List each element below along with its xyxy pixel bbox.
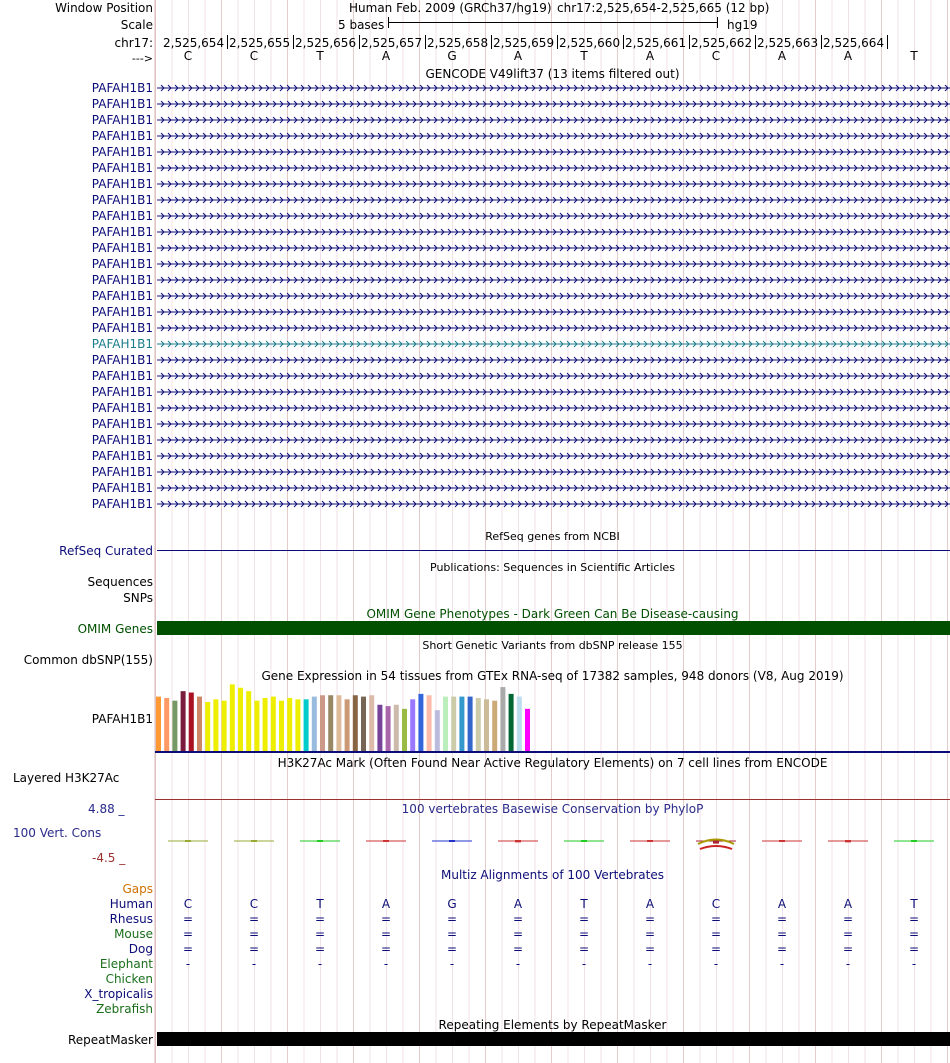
multiz-species-label[interactable]: Chicken [105, 972, 153, 986]
gencode-transcript-label[interactable]: PAFAH1B1 [91, 449, 153, 463]
omim-feature-bar[interactable] [157, 621, 950, 635]
ruler-tick [425, 35, 426, 49]
gencode-transcript-line[interactable] [157, 467, 950, 477]
h3k27ac-track-label[interactable]: Layered H3K27Ac [13, 771, 120, 785]
gencode-transcript-line[interactable] [157, 387, 950, 397]
gencode-transcript-label[interactable]: PAFAH1B1 [91, 209, 153, 223]
gencode-transcript-line[interactable] [157, 419, 950, 429]
gtex-tissue-bar [353, 695, 358, 751]
multiz-base: = [314, 927, 326, 941]
gencode-transcript-label[interactable]: PAFAH1B1 [91, 129, 153, 143]
multiz-base: = [578, 927, 590, 941]
gencode-transcript-label[interactable]: PAFAH1B1 [91, 337, 153, 351]
publications-snps-label[interactable]: SNPs [123, 591, 153, 605]
gtex-tissue-bar [459, 697, 464, 751]
multiz-base: = [644, 927, 656, 941]
multiz-base: - [779, 957, 785, 971]
scale-label: Scale [120, 18, 153, 32]
multiz-base: = [710, 942, 722, 956]
gencode-transcript-label[interactable]: PAFAH1B1 [91, 417, 153, 431]
gtex-tissue-bar [361, 697, 366, 751]
multiz-base: A [645, 897, 655, 911]
base-letter: A [645, 49, 655, 63]
gtex-tissue-bar [418, 694, 423, 751]
gencode-transcript-line[interactable] [157, 371, 950, 381]
gtex-tissue-bar [271, 697, 276, 751]
phylop-value-mark [300, 840, 340, 842]
gencode-transcript-label[interactable]: PAFAH1B1 [91, 257, 153, 271]
gtex-tissue-bar [238, 688, 243, 751]
multiz-base: = [776, 912, 788, 926]
scale-bar [388, 17, 718, 28]
db-text: hg19 [727, 18, 758, 32]
ruler-coordinate: 2,525,659 [493, 36, 555, 50]
base-letter: T [316, 49, 324, 63]
assembly-text: Human Feb. 2009 (GRCh37/hg19) [349, 1, 552, 15]
omim-track-title[interactable]: OMIM Gene Phenotypes - Dark Green Can Be Disease-causing [366, 607, 739, 621]
omim-track-label[interactable]: OMIM Genes [77, 622, 153, 636]
gtex-tissue-bar [451, 697, 456, 751]
gencode-transcript-label[interactable]: PAFAH1B1 [91, 81, 153, 95]
gencode-transcript-line[interactable] [157, 483, 950, 493]
multiz-base: A [381, 897, 391, 911]
window-position-label: Window Position [55, 1, 153, 15]
gencode-transcript-label[interactable]: PAFAH1B1 [91, 97, 153, 111]
repeatmasker-track-label[interactable]: RepeatMasker [67, 1033, 153, 1047]
h3k27ac-track-title[interactable]: H3K27Ac Mark (Often Found Near Active Regulatory Elements) on 7 cell lines from ENCODE [277, 756, 828, 770]
multiz-base: - [515, 957, 521, 971]
gtex-tissue-bar [369, 695, 374, 751]
gencode-transcript-label[interactable]: PAFAH1B1 [91, 385, 153, 399]
multiz-base: T [910, 897, 918, 911]
gencode-transcript-line[interactable] [157, 307, 950, 317]
multiz-base: = [908, 912, 920, 926]
gencode-transcript-label[interactable]: PAFAH1B1 [91, 433, 153, 447]
multiz-base: = [842, 927, 854, 941]
gencode-transcript-label[interactable]: PAFAH1B1 [91, 289, 153, 303]
ruler-tick [689, 35, 690, 49]
gencode-transcript-line[interactable] [157, 499, 950, 509]
gencode-transcript-line[interactable] [157, 259, 950, 269]
ruler-coordinate: 2,525,656 [295, 36, 357, 50]
gencode-transcript-line[interactable] [157, 211, 950, 221]
multiz-species-label[interactable]: X_tropicalis [84, 987, 153, 1001]
base-letter: G [447, 49, 457, 63]
multiz-base: - [647, 957, 653, 971]
multiz-base: = [446, 942, 458, 956]
ruler-tick [623, 35, 624, 49]
gtex-tissue-bar [189, 693, 194, 751]
gtex-tissue-bar [205, 702, 210, 751]
phylop-value-mark [498, 840, 538, 842]
base-letter: A [513, 49, 523, 63]
gencode-transcript-line[interactable] [157, 147, 950, 157]
multiz-base: A [513, 897, 523, 911]
base-letter: A [381, 49, 391, 63]
phylop-value-mark [564, 840, 604, 842]
multiz-base: = [380, 912, 392, 926]
gtex-tissue-bar [230, 684, 235, 751]
gencode-transcript-label[interactable]: PAFAH1B1 [91, 113, 153, 127]
gencode-transcript-label[interactable]: PAFAH1B1 [91, 465, 153, 479]
gtex-tissue-bar [197, 697, 202, 751]
gtex-tissue-bar [336, 695, 341, 751]
gencode-transcript-label[interactable]: PAFAH1B1 [91, 273, 153, 287]
gtex-tissue-bar [246, 691, 251, 751]
ruler-tick [887, 35, 888, 49]
gencode-transcript-line[interactable] [157, 451, 950, 461]
multiz-base: = [578, 942, 590, 956]
ruler-tick [293, 35, 294, 49]
ruler-coordinate: 2,525,664 [823, 36, 885, 50]
multiz-base: = [446, 927, 458, 941]
gtex-tissue-bar [525, 709, 530, 751]
multiz-base: = [314, 912, 326, 926]
base-letter: C [711, 49, 721, 63]
gtex-track-label[interactable]: PAFAH1B1 [91, 712, 153, 726]
base-letter: C [249, 49, 259, 63]
gtex-tissue-bar [328, 695, 333, 751]
multiz-base: = [842, 942, 854, 956]
multiz-base: = [710, 912, 722, 926]
gtex-tissue-bar [312, 697, 317, 751]
multiz-base: - [317, 957, 323, 971]
multiz-species-label[interactable]: Dog [128, 942, 153, 956]
gtex-tissue-bar [172, 701, 177, 751]
multiz-base: = [776, 927, 788, 941]
multiz-base: = [710, 927, 722, 941]
ruler-coordinate: 2,525,660 [559, 36, 621, 50]
ruler-coordinate: 2,525,661 [625, 36, 687, 50]
gencode-transcript-line[interactable] [157, 291, 950, 301]
gtex-tissue-bar [386, 706, 391, 751]
base-letter: C [183, 49, 193, 63]
multiz-base: = [908, 927, 920, 941]
ruler-tick [821, 35, 822, 49]
ruler-tick [227, 35, 228, 49]
phylop-value-mark [234, 840, 274, 842]
gtex-tissue-bar [443, 697, 448, 751]
gencode-transcript-line[interactable] [157, 275, 950, 285]
gtex-track-baseline [155, 751, 950, 753]
gtex-tissue-bar [517, 697, 522, 751]
repeatmasker-track-title[interactable]: Repeating Elements by RepeatMasker [438, 1018, 667, 1032]
ruler-tick [359, 35, 360, 49]
phylop-conservation-chart[interactable] [155, 825, 950, 865]
refseq-track-label[interactable]: RefSeq Curated [59, 544, 153, 558]
multiz-base: - [251, 957, 257, 971]
gencode-transcript-label[interactable]: PAFAH1B1 [91, 481, 153, 495]
multiz-base: = [578, 912, 590, 926]
gtex-track-title[interactable]: Gene Expression in 54 tissues from GTEx RNA-seq of 17382 samples, 948 donors (V8, Aug 2019) [261, 669, 844, 683]
refseq-track-line[interactable] [157, 550, 950, 551]
gtex-tissue-bar [394, 705, 399, 751]
multiz-base: = [248, 942, 260, 956]
gencode-transcript-line[interactable] [157, 323, 950, 333]
multiz-base: - [911, 957, 917, 971]
multiz-base: C [711, 897, 721, 911]
scale-text: 5 bases [338, 18, 385, 32]
multiz-base: C [183, 897, 193, 911]
gencode-transcript-label[interactable]: PAFAH1B1 [91, 193, 153, 207]
multiz-base: = [842, 912, 854, 926]
gtex-tissue-bar [181, 691, 186, 751]
gencode-transcript-label[interactable]: PAFAH1B1 [91, 241, 153, 255]
multiz-species-label[interactable]: Mouse [114, 927, 153, 941]
multiz-base: - [713, 957, 719, 971]
base-letter: A [843, 49, 853, 63]
strand-label: ---> [131, 52, 153, 65]
multiz-base: C [249, 897, 259, 911]
gencode-transcript-line[interactable] [157, 339, 950, 349]
ruler-coordinate: 2,525,658 [427, 36, 489, 50]
gtex-tissue-bar [295, 699, 300, 751]
h3k27ac-track-line [155, 799, 950, 800]
ruler-tick [491, 35, 492, 49]
ruler-coordinate: 2,525,654 [163, 36, 225, 50]
multiz-base: = [644, 912, 656, 926]
multiz-base: = [182, 927, 194, 941]
gencode-transcript-label[interactable]: PAFAH1B1 [91, 177, 153, 191]
phylop-value-mark [168, 840, 208, 842]
ruler-coordinate: 2,525,662 [691, 36, 753, 50]
ruler-coordinate: 2,525,655 [229, 36, 291, 50]
multiz-base: = [908, 942, 920, 956]
gencode-transcript-line[interactable] [157, 195, 950, 205]
gencode-transcript-line[interactable] [157, 435, 950, 445]
base-letter: A [777, 49, 787, 63]
gtex-tissue-bar [427, 695, 432, 751]
gtex-tissue-bar [213, 699, 218, 751]
gencode-transcript-label[interactable]: PAFAH1B1 [91, 353, 153, 367]
gencode-transcript-label[interactable]: PAFAH1B1 [91, 497, 153, 511]
gencode-transcript-label[interactable]: PAFAH1B1 [91, 305, 153, 319]
multiz-species-label[interactable]: Zebrafish [96, 1002, 153, 1016]
gencode-transcript-line[interactable] [157, 403, 950, 413]
gencode-transcript-line[interactable] [157, 115, 950, 125]
gencode-transcript-label[interactable]: PAFAH1B1 [91, 225, 153, 239]
gtex-tissue-bar [345, 699, 350, 751]
repeatmasker-feature-bar[interactable] [157, 1032, 950, 1046]
multiz-track-title[interactable]: Multiz Alignments of 100 Vertebrates [440, 868, 665, 882]
ruler-coordinate: 2,525,663 [757, 36, 819, 50]
multiz-base: = [380, 942, 392, 956]
multiz-base: - [185, 957, 191, 971]
gencode-transcript-line[interactable] [157, 227, 950, 237]
gencode-transcript-line[interactable] [157, 243, 950, 253]
multiz-base: A [843, 897, 853, 911]
gtex-tissue-bar [287, 698, 292, 751]
publications-sequences-label[interactable]: Sequences [87, 575, 153, 589]
base-letter: T [580, 49, 588, 63]
gencode-transcript-line[interactable] [157, 131, 950, 141]
refseq-track-title[interactable]: RefSeq genes from NCBI [485, 530, 620, 543]
gtex-tissue-bar [492, 701, 497, 751]
multiz-species-label[interactable]: Rhesus [109, 912, 153, 926]
gtex-tissue-bar [410, 699, 415, 751]
multiz-base: = [512, 912, 524, 926]
multiz-base: = [446, 912, 458, 926]
multiz-species-label[interactable]: Human [109, 897, 153, 911]
phylop-value-mark [630, 840, 670, 842]
phylop-value-mark [894, 840, 934, 842]
multiz-base: A [777, 897, 787, 911]
phylop-track-title[interactable]: 100 vertebrates Basewise Conservation by PhyloP [401, 802, 704, 816]
gtex-tissue-bar [476, 698, 481, 751]
gencode-transcript-label[interactable]: PAFAH1B1 [91, 145, 153, 159]
gtex-tissue-bar [509, 694, 514, 751]
phylop-track-label[interactable]: 100 Vert. Cons [13, 826, 102, 840]
position-text: chr17:2,525,654-2,525,665 (12 bp) [557, 1, 770, 15]
ruler-tick [755, 35, 756, 49]
gencode-transcript-line[interactable] [157, 163, 950, 173]
base-letter: T [910, 49, 918, 63]
phylop-value-mark [432, 840, 472, 842]
multiz-base: - [581, 957, 587, 971]
gencode-transcript-line[interactable] [157, 355, 950, 365]
gencode-transcript-label[interactable]: PAFAH1B1 [91, 369, 153, 383]
ruler-coordinate: 2,525,657 [361, 36, 423, 50]
multiz-base: = [512, 942, 524, 956]
multiz-base: = [248, 912, 260, 926]
gencode-transcript-line[interactable] [157, 83, 950, 93]
gtex-tissue-bar [263, 698, 268, 751]
gencode-transcript-label[interactable]: PAFAH1B1 [91, 321, 153, 335]
multiz-base: - [845, 957, 851, 971]
phylop-value-mark [762, 840, 802, 842]
multiz-species-label[interactable]: Elephant [99, 957, 153, 971]
chrom-label: chr17: [114, 36, 153, 50]
multiz-base: = [644, 942, 656, 956]
gencode-transcript-label[interactable]: PAFAH1B1 [91, 161, 153, 175]
multiz-base: = [380, 927, 392, 941]
gtex-tissue-bar [500, 687, 505, 751]
gtex-tissue-bar [156, 697, 161, 751]
gtex-tissue-bar [435, 710, 440, 751]
gtex-tissue-bar [254, 701, 259, 751]
phylop-value-mark [366, 840, 406, 842]
multiz-base: T [316, 897, 324, 911]
gtex-tissue-bar [484, 699, 489, 751]
gtex-tissue-bar [279, 701, 284, 751]
gtex-tissue-bar [304, 699, 309, 751]
multiz-base: = [512, 927, 524, 941]
phylop-value-mark [828, 840, 868, 842]
gencode-transcript-label[interactable]: PAFAH1B1 [91, 401, 153, 415]
ruler-tick [557, 35, 558, 49]
gtex-expression-chart[interactable] [155, 682, 950, 752]
gtex-tissue-bar [468, 697, 473, 751]
multiz-base: = [248, 927, 260, 941]
multiz-base: - [449, 957, 455, 971]
multiz-base: = [182, 942, 194, 956]
gencode-transcript-line[interactable] [157, 179, 950, 189]
multiz-base: T [580, 897, 588, 911]
publications-track-title[interactable]: Publications: Sequences in Scientific Articles [430, 561, 675, 574]
phylop-value-mark [696, 840, 736, 850]
multiz-base: = [182, 912, 194, 926]
multiz-base: G [447, 897, 457, 911]
gencode-transcript-line[interactable] [157, 99, 950, 109]
gencode-track-title[interactable]: GENCODE V49lift37 (13 items filtered out) [425, 67, 680, 81]
multiz-base: = [776, 942, 788, 956]
gtex-tissue-bar [377, 705, 382, 751]
multiz-base: - [383, 957, 389, 971]
dbsnp-track-label[interactable]: Common dbSNP(155) [23, 653, 153, 667]
gtex-tissue-bar [402, 709, 407, 751]
gtex-tissue-bar [164, 698, 169, 751]
multiz-base: = [314, 942, 326, 956]
gtex-tissue-bar [222, 701, 227, 751]
dbsnp-track-title[interactable]: Short Genetic Variants from dbSNP release 155 [422, 639, 683, 652]
phylop-min-label: -4.5 _ [92, 851, 126, 865]
phylop-max-label: 4.88 _ [88, 802, 125, 816]
multiz-gaps-label: Gaps [122, 882, 153, 896]
gtex-tissue-bar [320, 695, 325, 751]
